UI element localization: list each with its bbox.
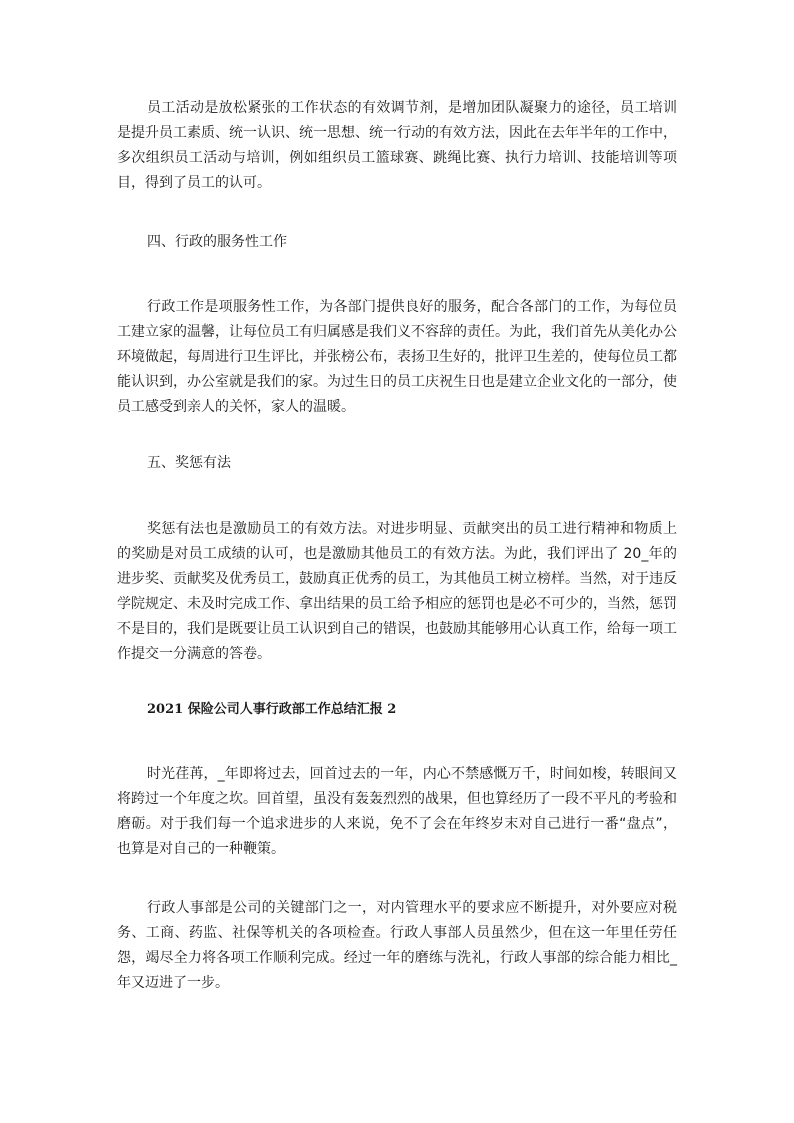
section-heading-4: 四、行政的服务性工作 — [147, 234, 287, 250]
paragraph-rewards-penalties: 奖惩有法也是激励员工的有效方法。对进步明显、贡献突出的员工进行精神和物质上的奖励是对员工成绩的认可，也是激励其他员工的有效方法。为此，我们评出了 20_年的进步奖、贡献奖及优秀员工，鼓励真正优秀的员工，为其他员工树立榜样。当然，对于违反学院规定、未及时完成工作、拿出结果的员工给予相应的惩罚也是必不可少的，当然，惩罚不是目的，我们是既要让员工认识到自己的错误，也鼓励其能够用心认真工作，给每一项工作提交一分满意的答卷。 — [117, 521, 677, 662]
paragraph-service-work: 行政工作是项服务性工作，为各部门提供良好的服务，配合各部门的工作，为每位员工建立家的温馨，让每位员工有归属感是我们义不容辞的责任。为此，我们首先从美化办公环境做起，每周进行卫生评比，并张榜公布，表扬卫生好的，批评卫生差的，使每位员工都能认识到，办公室就是我们的家。为过生日的员工庆祝生日也是建立企业文化的一部分，使员工感受到亲人的关怀，家人的温暖。 — [117, 299, 677, 415]
paragraph-employee-activities: 员工活动是放松紧张的工作状态的有效调节剂，是增加团队凝聚力的途径，员工培训是提升员工素质、统一认识、统一思想、统一行动的有效方法，因此在去年半年的工作中，多次组织员工活动与培训，例如组织员工篮球赛、跳绳比赛、执行力培训、技能培训等项目，得到了员工的认可。 — [117, 100, 677, 191]
paragraph-hr-department: 行政人事部是公司的关键部门之一，对内管理水平的要求应不断提升，对外要应对税务、工商、药监、社保等机关的各项检查。行政人事部人员虽然少，但在这一年里任劳任怨，竭尽全力将各项工作顺利完成。经过一年的磨练与洗礼，行政人事部的综合能力相比_年又迈进了一步。 — [117, 900, 677, 991]
section-heading-5: 五、奖惩有法 — [147, 455, 231, 471]
paragraph-time-passes: 时光荏苒，_年即将过去，回首过去的一年，内心不禁感慨万千，时间如梭，转眼间又将跨过一个年度之坎。回首望，虽没有轰轰烈烈的战果，但也算经历了一段不平凡的考验和磨砺。对于我们每一个追求进步的人来说，免不了会在年终岁末对自己进行一番“盘点”，也算是对自己的一种鞭策。 — [117, 766, 677, 857]
report-title-2: 2021 保险公司人事行政部工作总结汇报 2 — [147, 702, 397, 717]
